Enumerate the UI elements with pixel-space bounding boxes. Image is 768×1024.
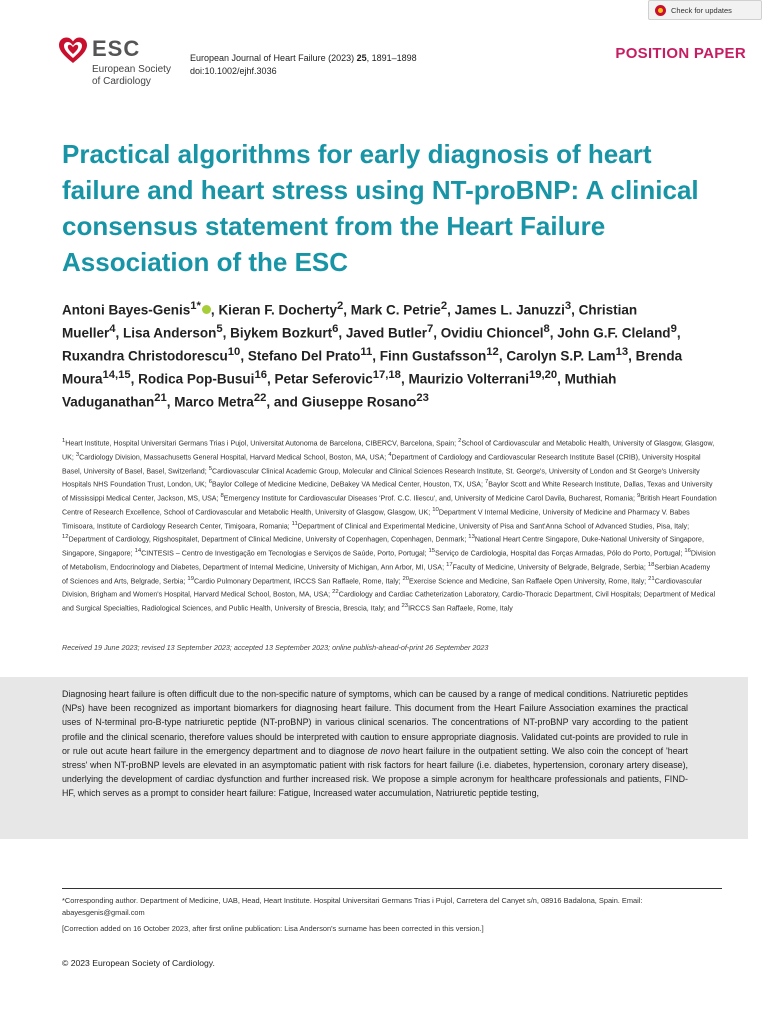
author-affiliation-ref: 16	[254, 369, 267, 382]
orcid-icon[interactable]	[202, 305, 211, 314]
author-name[interactable]: Finn Gustafsson	[379, 348, 487, 364]
author-name[interactable]: Mark C. Petrie	[350, 302, 441, 318]
affiliation-number: 19	[187, 575, 194, 582]
author-affiliation-ref: 17,18	[372, 369, 401, 382]
author-name[interactable]: James L. Januzzi	[454, 302, 565, 318]
affiliation-text: Division of Metabolism, Endocrinology and Diabetes, Department of Internal Medicine, University of Michigan, Ann Arbor, MI, USA;	[62, 549, 716, 572]
abstract-text-part2: heart failure in the outpatient setting. We also coin the concept of 'heart stress' when NT-proBNP levels are elevated in an asymptomatic patient with risk factors for heart failure (i.e. diabetes, hypertension, coronary artery disease), underlying the development of cardiac dysfunction and further increased risk. We propose a simple acronym for healthcare professionals and patients, FIND-HF, which serves as a prompt to consider heart failure: Fatigue, Increased water accumulation, Natriuretic peptide testing,	[62, 745, 688, 799]
journal-doi[interactable]: doi:10.1002/ejhf.3036	[190, 66, 277, 76]
affiliation-text: Cardiology Division, Massachusetts General Hospital, Harvard Medical School, Boston, MA, USA;	[79, 453, 387, 462]
affiliation-text: Department of Cardiology, Rigshospitalet, Department of Clinical Medicine, University of Copenhagen, Copenhagen, Denmark;	[68, 535, 467, 544]
author-name[interactable]: Marco Metra	[174, 394, 254, 410]
author-affiliation-ref: 23	[416, 392, 429, 405]
author-name[interactable]: Javed Butler	[345, 325, 427, 341]
affiliation-number: 17	[446, 561, 453, 568]
paper-type-label: POSITION PAPER	[615, 45, 746, 62]
affiliation-number: 7	[485, 479, 489, 486]
affiliation-text: Heart Institute, Hospital Universitari Germans Trias i Pujol, Universitat Autonoma de Barcelona, CIBERCV, Barcelona, Spain;	[65, 439, 457, 448]
abstract-text-part1: Diagnosing heart failure is often difficult due to the non-specific nature of symptoms, which can be caused by a range of medical conditions. Natriuretic peptides (NPs) have been recognized as important biomarkers for diagnosing heart failure. This document from the Heart Failure Association examines the practical uses of N-terminal pro-B-type natriuretic peptide (NT-proBNP) in various clinical scenarios. The concentrations of NT-proBNP vary according to the patient profile and the clinical scenario, therefore values should be interpreted with caution to ensure appropriate diagnosis. Validated cut-points are provided to rule in or rule out acute heart failure in the emergency department and to diagnose	[62, 689, 688, 756]
logo-abbr: ESC	[92, 36, 141, 61]
author-name[interactable]: Muthiah Vaduganathan	[62, 371, 617, 410]
author-affiliation-ref: 9	[670, 323, 677, 336]
affiliation-text: Baylor Scott and White Research Institute, Dallas, Texas and University of Mississippi Medical Center, Jackson, MS, USA;	[62, 480, 713, 503]
footnote-divider	[62, 888, 722, 889]
crossmark-icon	[655, 5, 666, 16]
affiliation-number: 6	[208, 479, 212, 486]
affiliation-text: IRCCS San Raffaele, Rome, Italy	[408, 604, 513, 613]
correction-note: [Correction added on 16 October 2023, after first online publication: Lisa Anderson's surname has been corrected in this version.]	[62, 924, 484, 933]
heart-icon	[58, 36, 88, 66]
affiliation-text: Cardio Pulmonary Department, IRCCS San Raffaele, Rome, Italy;	[194, 577, 401, 586]
affiliation-text: Department of Clinical and Experimental Medicine, University of Pisa and Sant'Anna School of Advanced Studies, Pisa, Italy;	[297, 521, 690, 530]
author-name[interactable]: Rodica Pop-Busui	[138, 371, 255, 387]
corresponding-author-note: *Corresponding author. Department of Medicine, UAB, Head, Heart Institute. Hospital Universitari Germans Trias i Pujol, Carretera del Canyet s/n, 08916 Badalona, Spain. Email: abayesgenis@gmail.com	[62, 896, 643, 917]
author-name[interactable]: John G.F. Cleland	[557, 325, 671, 341]
affiliation-number: 9	[636, 493, 641, 500]
author-affiliation-ref: 1*	[190, 300, 201, 312]
author-affiliation-ref: 12	[486, 346, 499, 359]
affiliation-text: Cardiovascular Clinical Academic Group, Molecular and Clinical Sciences Research Institute, St. George's, University of London and St George's University Hospitals NHS Foundation Trust, London, UK;	[62, 466, 700, 489]
logo-name-line1: European Society	[92, 64, 171, 75]
affiliation-text: Serviço de Cardiologia, Hospital das Forças Armadas, Pólo do Porto, Portugal;	[435, 549, 683, 558]
author-name[interactable]: Petar Seferovic	[274, 371, 373, 387]
author-affiliation-ref: 6	[332, 323, 339, 336]
affiliation-number: 23	[401, 603, 409, 610]
logo-name-line2: of Cardiology	[92, 76, 151, 87]
affiliation-number: 20	[402, 575, 410, 582]
author-affiliation-ref: 2	[336, 300, 344, 312]
journal-pages: , 1891–1898	[366, 53, 417, 63]
affiliation-text: British Heart Foundation Centre of Research Excellence, School of Cardiovascular and Metabolic Health, University of Glasgow, Glasgow, UK;	[62, 494, 717, 517]
affiliations	[62, 436, 717, 615]
affiliation-number: 3	[75, 451, 80, 458]
abstract-italic: de novo	[367, 745, 400, 756]
author-affiliation-ref: 11	[360, 346, 373, 359]
journal-name: European Journal of Heart Failure (2023)	[190, 53, 357, 63]
affiliation-number: 10	[432, 506, 439, 513]
affiliation-number: 1	[62, 438, 66, 444]
author-affiliation-ref: 7	[426, 323, 434, 336]
author-affiliation-ref: 10	[227, 346, 241, 359]
affiliation-text: National Heart Centre Singapore, Duke-National University of Singapore, Singapore, Singapore;	[62, 535, 704, 558]
affiliation-number: 12	[62, 534, 69, 541]
author-name[interactable]: Christian Mueller	[62, 302, 638, 341]
author-name[interactable]: Antoni Bayes-Genis	[62, 302, 191, 318]
affiliation-text: Cardiovascular Division, Brigham and Women's Hospital, Harvard Medical School, Boston, MA, USA;	[62, 577, 703, 599]
author-affiliation-ref: 3	[564, 300, 572, 312]
affiliation-number: 14	[134, 548, 142, 555]
author-affiliation-ref: 22	[253, 392, 267, 405]
journal-citation	[190, 52, 417, 78]
affiliation-number: 8	[220, 493, 224, 500]
author-affiliation-ref: 21	[154, 392, 167, 405]
affiliation-number: 21	[648, 575, 655, 582]
author-affiliation-ref: 14,15	[102, 369, 131, 382]
author-name[interactable]: Stefano Del Prato	[247, 348, 361, 364]
author-affiliation-ref: 2	[440, 300, 448, 312]
affiliation-number: 22	[332, 589, 339, 596]
copyright-notice: © 2023 European Society of Cardiology.	[62, 958, 215, 968]
author-name[interactable]: Carolyn S.P. Lam	[506, 348, 616, 364]
affiliation-text: Cardiology and Cardiac Catheterization Laboratory, Cardio-Thoracic Department, Civil Hospitals; Department of Medical and Surgical Specialties, Radiological Sciences, and Public Health, University of Brescia, Brescia, Italy; and	[62, 590, 716, 613]
affiliation-number: 5	[208, 465, 212, 472]
author-affiliation-ref: 8	[543, 323, 550, 336]
affiliation-number: 2	[458, 438, 462, 444]
author-affiliation-ref: 5	[216, 323, 223, 336]
affiliation-text: Emergency Institute for Cardiovascular Diseases 'Prof. C.C. Iliescu', and, University of Medicine Carol Davila, Bucharest, Romania;	[223, 494, 635, 503]
affiliation-text: CINTESIS – Centro de Investigação em Tecnologias e Serviços de Saúde, Porto, Portugal;	[141, 549, 427, 558]
esc-logo	[58, 36, 188, 92]
logo-name	[92, 64, 171, 88]
affiliation-number: 4	[388, 451, 392, 458]
author-name[interactable]: Kieran F. Docherty	[218, 302, 337, 318]
affiliation-text: Exercise Science and Medicine, San Raffaele Open University, Rome, Italy;	[409, 577, 647, 586]
author-name[interactable]: Ruxandra Christodorescu	[62, 348, 228, 364]
footnotes	[62, 888, 722, 933]
abstract-box	[0, 677, 748, 839]
affiliation-text: Baylor College of Medicine Medicine, DeBakey VA Medical Center, Houston, TX, USA;	[212, 480, 484, 489]
author-name[interactable]: Brenda Moura	[62, 348, 683, 387]
affiliation-number: 11	[291, 520, 298, 527]
article-dates: Received 19 June 2023; revised 13 September 2023; accepted 13 September 2023; online publish-ahead-of-print 26 September 2023	[62, 643, 489, 652]
affiliation-text: Department V Internal Medicine, University of Medicine and Pharmacy V. Babes Timisoara, Institute of Cardiology Research Center, Timişoara, Romania;	[62, 508, 690, 530]
affiliation-text: Serbian Academy of Sciences and Arts, Belgrade, Serbia;	[62, 563, 711, 586]
author-list: Antoni Bayes-Genis$^{1*}$ , Kieran F. Docherty$^2$, Mark C. Petrie$^2$, James L. Januzzi$^3$, Christian Mueller$^4$, Lisa Anderson$^5$, Biykem Bozkurt$^6$, Javed Butler$^7$, Ovidiu Chioncel$^8$, John G.F. Cleland$^9$, Ruxandra Christodorescu$^{10}$, Stefano Del Prato$^{11}$, Finn Gustafsson$^{12}$, Carolyn S.P. Lam$^{13}$, Brenda Moura$^{14,15}$, Rodica Pop-Busui$^{16}$, Petar Seferovic$^{17,18}$, Maurizio Volterrani$^{19,20}$, Muthiah Vaduganathan$^{21}$, Marco Metra$^{22}$, and Giuseppe Rosano$^{23}$	[62, 300, 683, 410]
author-name[interactable]: Ovidiu Chioncel	[440, 325, 544, 341]
article-title: Practical algorithms for early diagnosis of heart failure and heart stress using NT-proBNP: A clinical consensus statement from the Heart Failure Association of the ESC	[62, 139, 699, 277]
author-affiliation-ref: 4	[109, 323, 116, 336]
journal-citation-line1	[190, 52, 417, 65]
affiliation-number: 15	[428, 548, 436, 555]
author-name[interactable]: Lisa Anderson	[123, 325, 217, 341]
author-affiliation-ref: 13	[615, 346, 629, 359]
author-name[interactable]: Maurizio Volterrani	[408, 371, 529, 387]
author-affiliation-ref: 19,20	[528, 369, 558, 382]
check-for-updates-button[interactable]	[648, 0, 762, 20]
author-name[interactable]: Giuseppe Rosano	[301, 394, 417, 410]
author-name[interactable]: Biykem Bozkurt	[230, 325, 333, 341]
affiliation-text: Department of Cardiology and Cardiovascular Research Institute Basel (CRIB), University Hospital Basel, University of Basel, Basel, Switzerland;	[62, 453, 701, 475]
affiliation-number: 18	[647, 561, 655, 568]
journal-volume: 25	[356, 53, 367, 63]
check-for-updates-label: Check for updates	[671, 5, 732, 15]
affiliation-number: 13	[468, 534, 475, 541]
affiliation-text: School of Cardiovascular and Metabolic Health, University of Glasgow, Glasgow, UK;	[62, 439, 715, 462]
affiliation-number: 16	[684, 548, 691, 555]
affiliation-text: Faculty of Medicine, University of Belgrade, Belgrade, Serbia;	[452, 563, 646, 572]
